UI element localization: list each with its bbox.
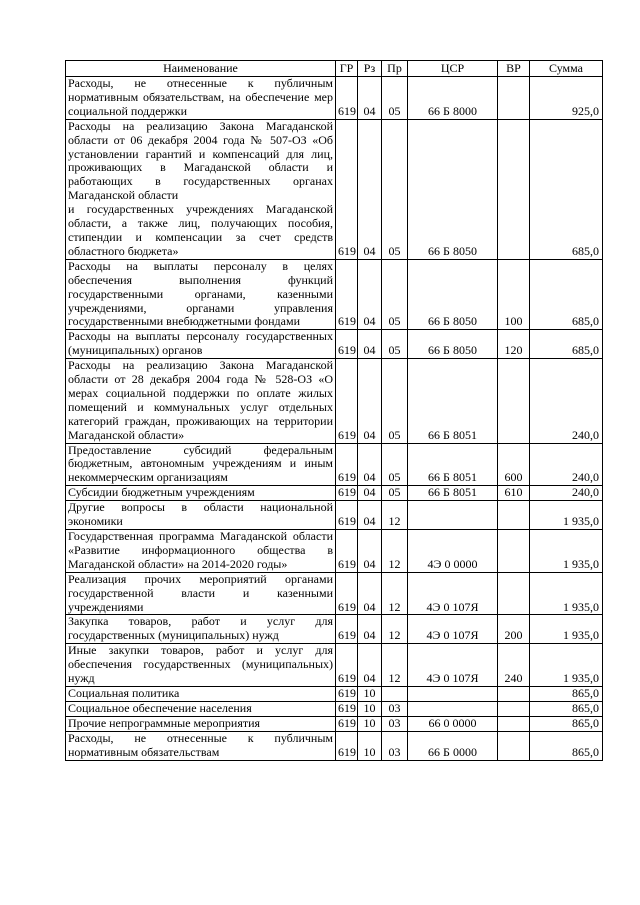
table-row (66, 731, 603, 760)
budget-table (65, 60, 603, 761)
row-name: Иные закупки товаров, работ и услуг для обеспечения государственных (муниципальных) нужд (66, 644, 336, 687)
table-row (66, 530, 603, 573)
row-csr: 4Э 0 107Я (408, 572, 498, 615)
row-rz: 04 (358, 77, 382, 120)
header-vr: ВР (498, 61, 530, 77)
row-rz: 10 (358, 716, 382, 731)
row-sum: 1 935,0 (530, 501, 603, 530)
table-row (66, 330, 603, 359)
row-pr: 05 (382, 119, 408, 259)
header-gr: ГР (336, 61, 358, 77)
row-csr (408, 701, 498, 716)
header-csr: ЦСР (408, 61, 498, 77)
table-header-row (66, 61, 603, 77)
row-gr: 619 (336, 119, 358, 259)
row-sum: 1 935,0 (530, 530, 603, 573)
row-pr: 12 (382, 572, 408, 615)
table-row (66, 359, 603, 443)
row-pr: 03 (382, 701, 408, 716)
row-sum: 1 935,0 (530, 572, 603, 615)
row-csr (408, 686, 498, 701)
row-name: Расходы на выплаты персоналу в целях обеспечения выполнения функций государственными органами, казенными учреждениями, органами управления государственными внебюджетными фондами (66, 259, 336, 330)
table-row (66, 644, 603, 687)
row-rz: 04 (358, 501, 382, 530)
row-gr: 619 (336, 731, 358, 760)
row-csr: 4Э 0 0000 (408, 530, 498, 573)
row-csr: 66 Б 8051 (408, 486, 498, 501)
row-sum: 865,0 (530, 716, 603, 731)
row-name: Другие вопросы в области национальной экономики (66, 501, 336, 530)
row-name: Расходы на реализацию Закона Магаданской области от 28 декабря 2004 года № 528-ОЗ «О мерах социальной поддержки по оплате жилых помещений и коммунальных услуг отдельных категорий граждан, проживающих на территории Магаданской области» (66, 359, 336, 443)
row-rz: 04 (358, 359, 382, 443)
header-sum: Сумма (530, 61, 603, 77)
row-csr: 66 Б 8000 (408, 77, 498, 120)
row-sum: 1 935,0 (530, 615, 603, 644)
row-gr: 619 (336, 330, 358, 359)
row-vr: 240 (498, 644, 530, 687)
row-vr (498, 572, 530, 615)
table-row (66, 701, 603, 716)
row-gr: 619 (336, 572, 358, 615)
row-rz: 04 (358, 330, 382, 359)
row-pr: 05 (382, 359, 408, 443)
row-csr: 66 Б 8050 (408, 259, 498, 330)
row-rz: 04 (358, 615, 382, 644)
row-gr: 619 (336, 77, 358, 120)
table-row (66, 716, 603, 731)
row-name: Социальное обеспечение населения (66, 701, 336, 716)
row-name: Субсидии бюджетным учреждениям (66, 486, 336, 501)
row-sum: 685,0 (530, 119, 603, 259)
row-pr: 12 (382, 501, 408, 530)
row-csr: 4Э 0 107Я (408, 615, 498, 644)
row-gr: 619 (336, 716, 358, 731)
row-pr: 12 (382, 644, 408, 687)
table-row (66, 501, 603, 530)
row-name: Прочие непрограммные мероприятия (66, 716, 336, 731)
row-pr: 05 (382, 77, 408, 120)
header-rz: Рз (358, 61, 382, 77)
row-pr: 05 (382, 486, 408, 501)
row-gr: 619 (336, 530, 358, 573)
row-sum: 240,0 (530, 359, 603, 443)
row-rz: 04 (358, 572, 382, 615)
table-row (66, 686, 603, 701)
header-pr: Пр (382, 61, 408, 77)
row-rz: 10 (358, 731, 382, 760)
row-sum: 925,0 (530, 77, 603, 120)
row-rz: 04 (358, 644, 382, 687)
row-rz: 04 (358, 443, 382, 486)
row-rz: 10 (358, 686, 382, 701)
row-pr: 03 (382, 731, 408, 760)
table-row (66, 77, 603, 120)
row-rz: 04 (358, 119, 382, 259)
row-vr (498, 731, 530, 760)
row-sum: 685,0 (530, 259, 603, 330)
row-gr: 619 (336, 501, 358, 530)
row-csr: 66 Б 8050 (408, 119, 498, 259)
row-sum: 1 935,0 (530, 644, 603, 687)
row-vr (498, 119, 530, 259)
row-gr: 619 (336, 644, 358, 687)
row-name: Социальная политика (66, 686, 336, 701)
row-name: Предоставление субсидий федеральным бюджетным, автономным учреждениям и иным некоммерческим организациям (66, 443, 336, 486)
row-gr: 619 (336, 615, 358, 644)
row-vr (498, 359, 530, 443)
row-pr: 05 (382, 443, 408, 486)
row-vr: 200 (498, 615, 530, 644)
row-csr: 66 Б 8051 (408, 359, 498, 443)
row-rz: 04 (358, 259, 382, 330)
row-gr: 619 (336, 259, 358, 330)
row-name: Расходы, не отнесенные к публичным нормативным обязательствам (66, 731, 336, 760)
row-sum: 240,0 (530, 486, 603, 501)
row-gr: 619 (336, 486, 358, 501)
row-sum: 685,0 (530, 330, 603, 359)
row-csr: 66 Б 8050 (408, 330, 498, 359)
row-gr: 619 (336, 359, 358, 443)
row-rz: 04 (358, 486, 382, 501)
table-row (66, 486, 603, 501)
row-csr: 66 Б 8051 (408, 443, 498, 486)
row-pr: 12 (382, 615, 408, 644)
row-gr: 619 (336, 686, 358, 701)
table-body (66, 77, 603, 761)
row-vr (498, 701, 530, 716)
row-sum: 865,0 (530, 686, 603, 701)
row-vr: 100 (498, 259, 530, 330)
table-row (66, 443, 603, 486)
header-name: Наименование (66, 61, 336, 77)
row-pr (382, 686, 408, 701)
table-row (66, 259, 603, 330)
row-csr: 66 Б 0000 (408, 731, 498, 760)
row-gr: 619 (336, 701, 358, 716)
row-vr (498, 686, 530, 701)
row-vr (498, 501, 530, 530)
row-sum: 865,0 (530, 701, 603, 716)
row-csr: 4Э 0 107Я (408, 644, 498, 687)
table-row (66, 615, 603, 644)
row-name: Расходы на реализацию Закона Магаданской области от 06 декабря 2004 года № 507-ОЗ «Об установлении гарантий и компенсаций для лиц, проживающих в Магаданской области и работающих в государственных органах Магаданской области и государственных учреждениях Магаданской области, а также лиц, получающих пособия, стипендии и компенсации за счет средств областного бюджета» (66, 119, 336, 259)
row-vr: 600 (498, 443, 530, 486)
row-name: Государственная программа Магаданской области «Развитие информационного общества в Магаданской области» на 2014-2020 годы» (66, 530, 336, 573)
table-row (66, 119, 603, 259)
row-vr (498, 77, 530, 120)
row-name: Расходы на выплаты персоналу государственных (муниципальных) органов (66, 330, 336, 359)
row-csr: 66 0 0000 (408, 716, 498, 731)
row-vr: 120 (498, 330, 530, 359)
table-row (66, 572, 603, 615)
row-name: Реализация прочих мероприятий органами государственной власти и казенными учреждениями (66, 572, 336, 615)
row-vr (498, 530, 530, 573)
row-vr (498, 716, 530, 731)
row-pr: 03 (382, 716, 408, 731)
row-csr (408, 501, 498, 530)
row-vr: 610 (498, 486, 530, 501)
row-sum: 240,0 (530, 443, 603, 486)
row-pr: 12 (382, 530, 408, 573)
row-pr: 05 (382, 330, 408, 359)
row-rz: 04 (358, 530, 382, 573)
row-gr: 619 (336, 443, 358, 486)
row-pr: 05 (382, 259, 408, 330)
row-rz: 10 (358, 701, 382, 716)
row-name: Закупка товаров, работ и услуг для государственных (муниципальных) нужд (66, 615, 336, 644)
row-name: Расходы, не отнесенные к публичным нормативным обязательствам, на обеспечение мер социальной поддержки (66, 77, 336, 120)
row-sum: 865,0 (530, 731, 603, 760)
